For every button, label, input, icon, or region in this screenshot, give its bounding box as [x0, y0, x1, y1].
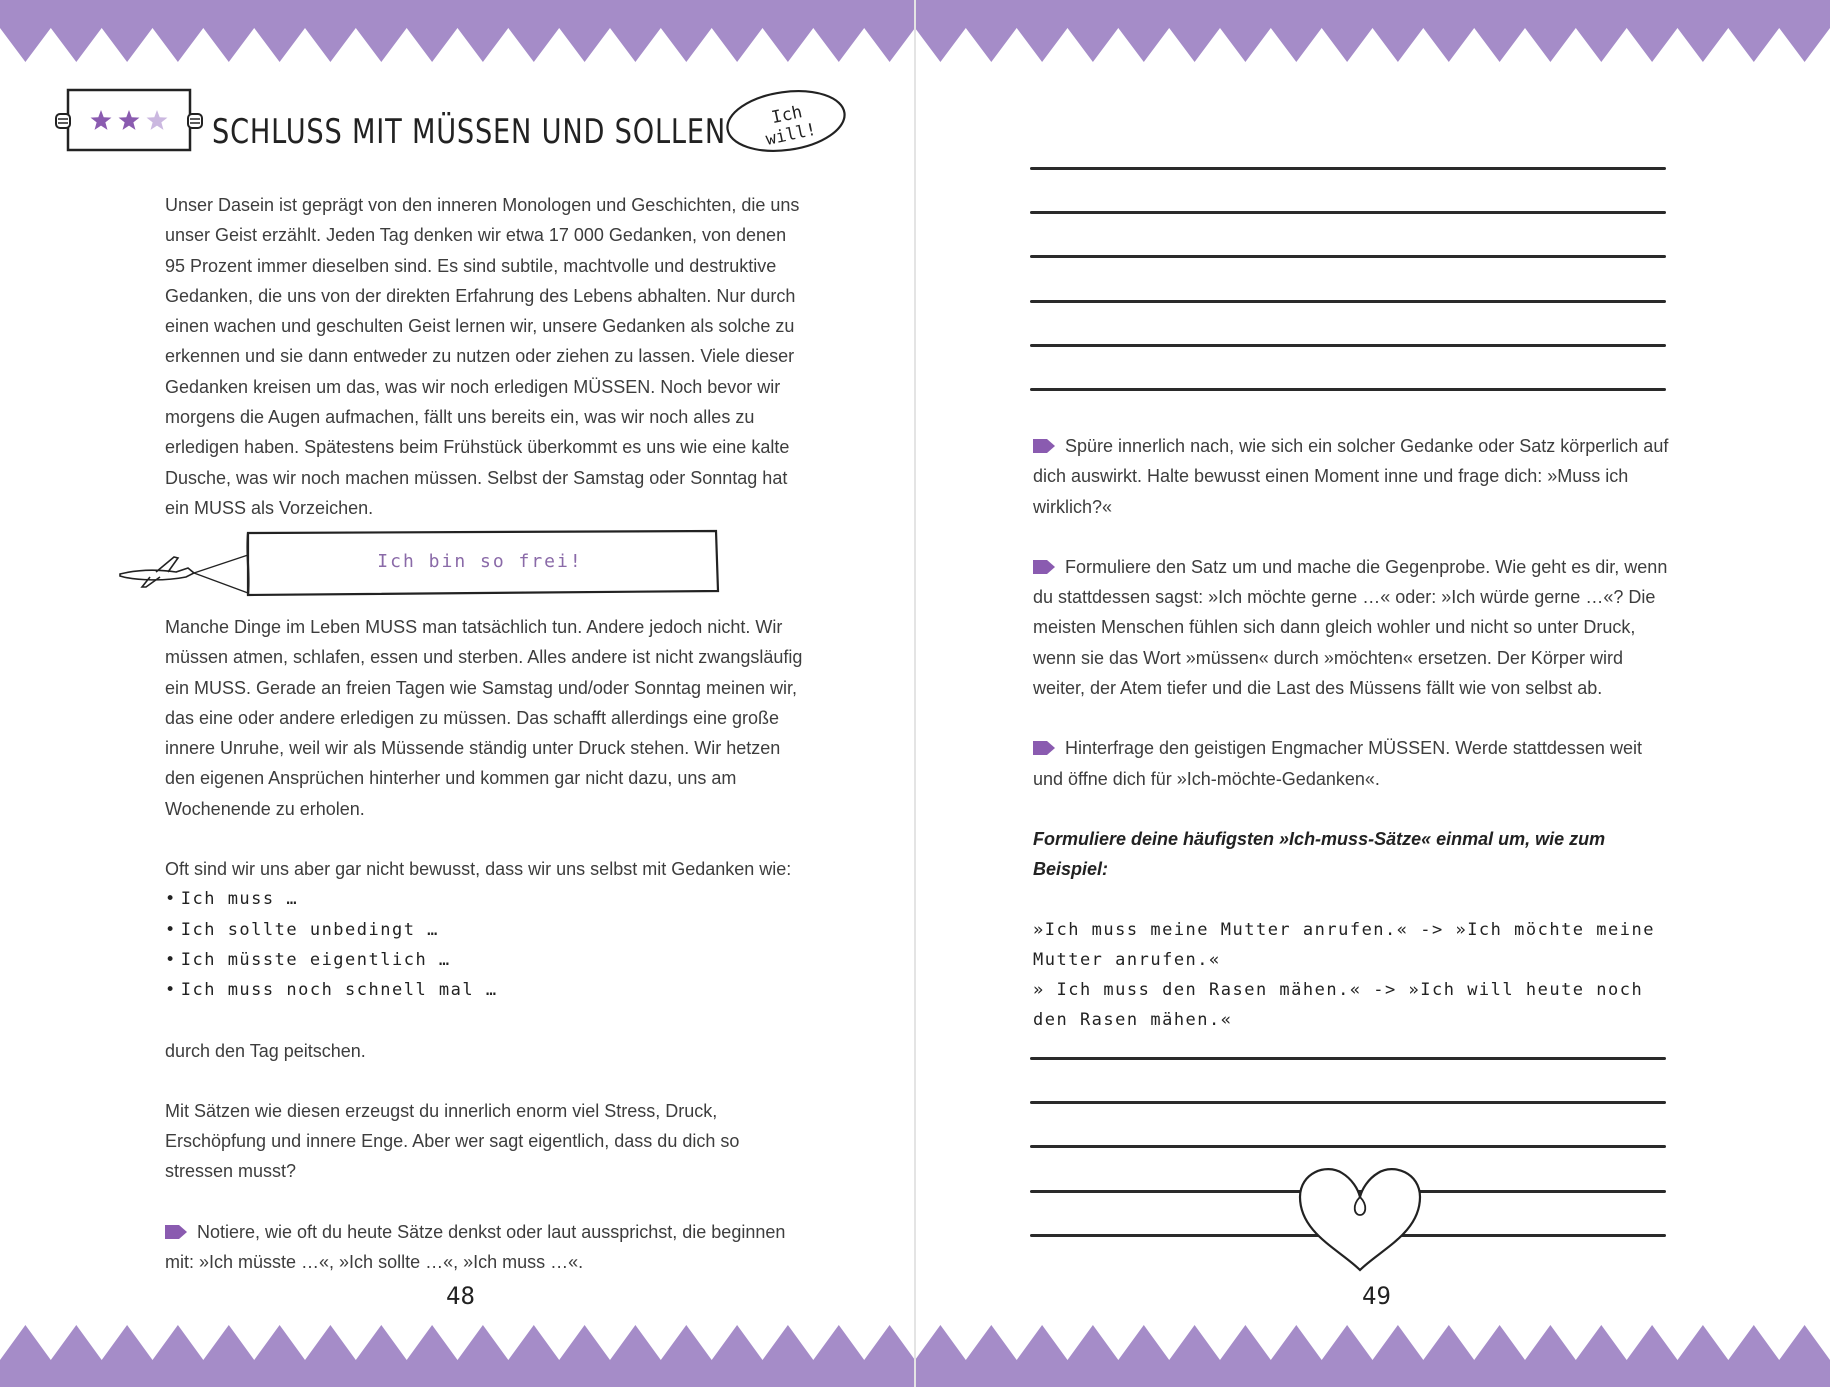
page-number-left: 48 — [446, 1282, 475, 1310]
example-2: » Ich muss den Rasen mähen.« -> »Ich will heute noch den Rasen mähen.« — [1033, 980, 1644, 1031]
page-number-right: 49 — [1362, 1282, 1391, 1310]
arrow-marker-icon — [1033, 439, 1055, 453]
right-body — [1033, 431, 1673, 1036]
example-1: »Ich muss meine Mutter anrufen.« -> »Ich möchte meine Mutter anrufen.« — [1033, 919, 1655, 970]
list-item: • Ich muss … — [165, 884, 805, 914]
list-item: • Ich muss noch schnell mal … — [165, 975, 805, 1005]
instruction-item: Spüre innerlich nach, wie sich ein solcher Gedanke oder Satz körperlich auf dich auswirkt. Halte bewusst einen Moment inne und frage dich: »Muss ich wirklich?« — [1033, 436, 1669, 517]
paragraph-3-intro: Oft sind wir uns aber gar nicht bewusst, dass wir uns selbst mit Gedanken wie: — [165, 859, 792, 880]
book-gutter — [914, 0, 916, 1387]
left-hand-icon — [56, 114, 70, 128]
speech-bubble-text: Ich will! — [763, 102, 819, 150]
star-filled-icon — [91, 110, 112, 130]
difficulty-sign — [54, 86, 204, 156]
star-filled-icon — [119, 110, 140, 130]
right-hand-icon — [188, 114, 202, 128]
heart-icon — [1280, 1155, 1440, 1275]
banner-text: Ich bin so frei! — [377, 551, 583, 572]
paragraph-3-end: durch den Tag peitschen. — [165, 1040, 366, 1061]
star-empty-icon — [147, 110, 168, 130]
paragraph-2: Manche Dinge im Leben MUSS man tatsächlich tun. Andere jedoch nicht. Wir müssen atmen, schlafen, essen und sterben. Alles andere ist nicht zwangsläufig ein MUSS. Gerade an freien Tagen wie Samstag und/oder Sonntag meinen wir, das eine oder andere erledigen zu müssen. Das schafft allerdings eine große innere Unruhe, weil wir als Müssende ständig unter Druck stehen. Wir hetzen den eigenen Ansprüchen hinterher und kommen gar nicht dazu, uns am Wochenende zu erholen. — [165, 617, 803, 819]
list-item: • Ich sollte unbedingt … — [165, 915, 805, 945]
arrow-marker-icon — [1033, 560, 1055, 574]
intro-paragraph: Unser Dasein ist geprägt von den inneren Monologen und Geschichten, die uns unser Geist erzählt. Jeden Tag denken wir etwa 17 000 Gedanken, von denen 95 Prozent immer dieselben sind. Es sind subtile, machtvolle und destruktive Gedanken, die uns von der direkten Erfahrung des Lebens abhalten. Nur durch einen wachen und geschulten Geist lernen wir, unsere Gedanken als solche zu erkennen und sie dann entweder zu nutzen oder ziehen zu lassen. Viele dieser Gedanken kreisen um das, was wir noch erledigen MÜSSEN. Noch bevor wir morgens die Augen aufmachen, fällt uns bereits ein, was wir noch alles zu erledigen haben. Spätestens beim Frühstück überkommt es uns wie eine kalte Dusche, was wir noch machen müssen. Selbst der Samstag oder Sonntag hat ein MUSS als Vorzeichen. — [165, 195, 800, 518]
instruction-item: Notiere, wie oft du heute Sätze denkst oder laut aussprichst, die beginnen mit: »Ich müsste …«, »Ich sollte …«, »Ich muss …«. — [165, 1221, 786, 1273]
paragraph-4: Mit Sätzen wie diesen erzeugst du innerlich enorm viel Stress, Druck, Erschöpfung und innere Enge. Aber wer sagt eigentlich, dass du dich so stressen musst? — [165, 1100, 740, 1182]
instruction-item: Formuliere den Satz um und mache die Gegenprobe. Wie geht es dir, wenn du stattdessen sagst: »Ich möchte gerne …« oder: »Ich würde gerne …«? Die meisten Menschen fühlen sich dann gleich wohler und nicht so unter Druck, wenn sie das Wort »müssen« durch »möchten« ersetzen. Der Körper wird weiter, der Atem tiefer und die Last des Müssens fällt wie von selbst ab. — [1033, 556, 1668, 699]
exercise-prompt: Formuliere deine häufigsten »Ich-muss-Sätze« einmal um, wie zum Beispiel: — [1033, 828, 1606, 880]
list-item: • Ich müsste eigentlich … — [165, 945, 805, 975]
arrow-marker-icon — [165, 1225, 187, 1239]
left-body — [165, 612, 805, 1277]
airplane-icon — [120, 557, 194, 587]
must-phrases-list — [165, 884, 805, 1005]
instruction-item: Hinterfrage den geistigen Engmacher MÜSSEN. Werde stattdessen weit und öffne dich für »Ich-möchte-Gedanken«. — [1033, 738, 1642, 789]
page-title: SCHLUSS MIT MÜSSEN UND SOLLEN — [212, 112, 726, 152]
arrow-marker-icon — [1033, 741, 1055, 755]
